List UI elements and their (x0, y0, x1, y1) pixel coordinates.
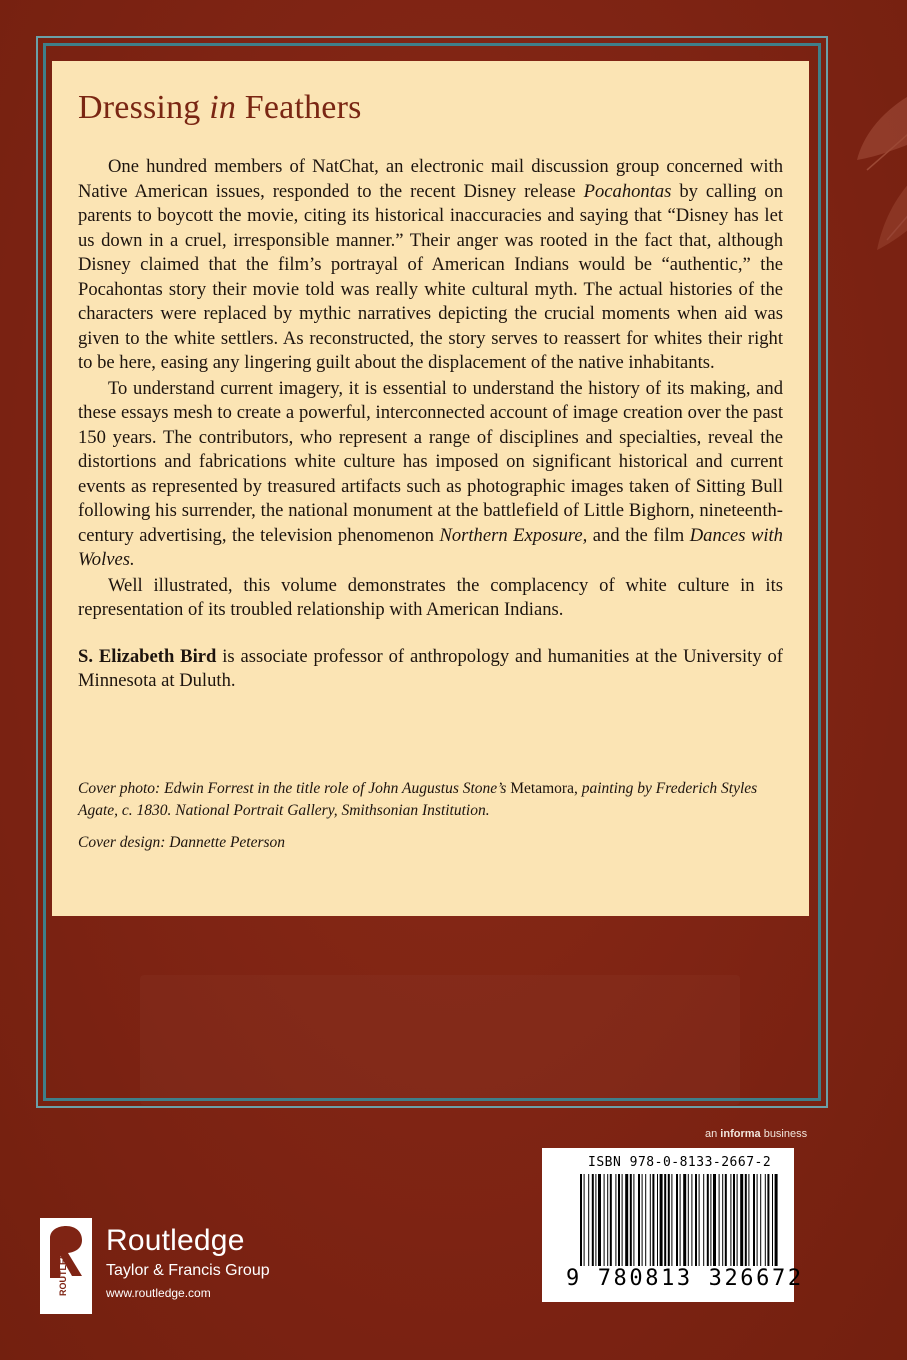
informa-post: business (760, 1128, 808, 1140)
barcode-bar (592, 1174, 594, 1266)
title-part3: Feathers (236, 89, 362, 126)
publisher-url: www.routledge.com (106, 1286, 211, 1300)
barcode-bar (618, 1174, 620, 1266)
barcode-bar (671, 1174, 672, 1266)
barcode-bar (584, 1174, 585, 1266)
photo-credit-work: Metamora, (510, 779, 578, 797)
barcode-bar (650, 1174, 651, 1266)
barcode-bar (691, 1174, 692, 1266)
barcode-bar (699, 1174, 700, 1266)
informa-pre: an (705, 1128, 721, 1140)
photo-credit (78, 778, 783, 822)
logo-text: ROUTLEDGE (58, 1239, 68, 1296)
barcode-bar (733, 1174, 735, 1266)
blurb-paragraph-2 (78, 377, 783, 573)
barcode-bar (695, 1174, 697, 1266)
barcode-bar (713, 1174, 716, 1266)
barcode-bar (753, 1174, 755, 1266)
p2-film-title: Dances with Wolves. (78, 524, 783, 570)
barcode-bar (610, 1174, 612, 1266)
blurb-panel (52, 61, 809, 916)
barcode-bar (748, 1174, 749, 1266)
blurb-paragraph-1 (78, 155, 783, 376)
barcode-bar (710, 1174, 711, 1266)
barcode-bar (772, 1174, 773, 1266)
p1-film-title: Pocahontas (583, 180, 672, 202)
barcode-bar (588, 1174, 589, 1266)
barcode-bar (642, 1174, 643, 1266)
title-part2: in (209, 89, 237, 126)
photo-credit-a: Cover photo: Edwin Forrest in the title role of John Augustus Stone’s (78, 779, 511, 797)
barcode-bar (740, 1174, 743, 1266)
barcode-bar (676, 1174, 678, 1266)
publisher-name: Routledge (106, 1224, 245, 1257)
barcode-bar (652, 1174, 654, 1266)
barcode-bar (595, 1174, 596, 1266)
barcode-bar (765, 1174, 766, 1266)
barcode-bar (757, 1174, 758, 1266)
barcode-bar (719, 1174, 720, 1266)
barcode-bar (660, 1174, 663, 1266)
p2-show-title: Northern Exposure, (439, 524, 588, 546)
barcode-bar (745, 1174, 747, 1266)
publisher-group: Taylor & Francis Group (106, 1262, 270, 1279)
p1-text-c: by calling on parents to boycott the movie, citing its historical inaccuracies and saying that “Disney has let us down in a cruel, irresponsible manner.” Their anger was rooted in the fact that, although Disney claimed that the film’s portrayal of American Indians would be “authentic,” the Pocahontas story their movie told was really white cultural myth. The actual histories of the characters were replaced by mythic narratives depicting the crucial moments when aid was given to the white settlers. As reconstructed, the story serves to reassert for whites their right to be here, easing any lingering guilt about the displacement of the native inhabitants. (78, 180, 783, 373)
barcode-bar (633, 1174, 634, 1266)
cover-credits (78, 778, 783, 854)
barcode-bar (580, 1174, 582, 1266)
isbn-barcode (542, 1148, 804, 1302)
p2-text-a: To understand current imagery, it is essential to understand the history of its making, and these essays mesh to create a powerful, interconnected account of image creation over the past 150 years. The contributors, who represent a range of disciplines and specialties, reveal the distortions and fabrications white culture has imposed on significant historical and current events as represented by treasured artifacts such as photographic images taken of Sitting Bull following his surrender, the national monument at the battlefield of Little Bighorn, nineteenth-century advertising, the television phenomenon (78, 377, 783, 546)
barcode-bar (668, 1174, 670, 1266)
informa-tagline (705, 1128, 807, 1140)
barcode-bar (703, 1174, 704, 1266)
barcode-bar (638, 1174, 640, 1266)
blurb-body (78, 155, 783, 623)
barcode-bar (683, 1174, 686, 1266)
barcode-bar (622, 1174, 623, 1266)
barcode-bar (615, 1174, 616, 1266)
author-bio-text: is associate professor of anthropology and humanities at the University of Minnesota at Duluth. (78, 645, 783, 691)
barcode-bar (680, 1174, 681, 1266)
barcode-bar (645, 1174, 646, 1266)
routledge-logo-icon (40, 1218, 92, 1314)
author-name: S. Elizabeth Bird (78, 645, 217, 667)
barcode-bar (607, 1174, 608, 1266)
author-bio (78, 645, 783, 694)
barcode-bar (722, 1174, 723, 1266)
barcode-bar (630, 1174, 632, 1266)
design-credit: Cover design: Dannette Peterson (78, 833, 286, 851)
barcode-bar (775, 1174, 778, 1266)
isbn-label: ISBN 978-0-8133-2667-2 (588, 1155, 772, 1170)
barcode-bar (730, 1174, 731, 1266)
barcode-bar (664, 1174, 666, 1266)
barcode-bar (657, 1174, 658, 1266)
blurb-paragraph-3: Well illustrated, this volume demonstrates the complacency of white culture in its representation of its troubled relationship with American Indians. (78, 574, 783, 620)
barcode-bar (604, 1174, 605, 1266)
barcode-bars (580, 1174, 778, 1278)
barcode-bar (737, 1174, 738, 1266)
barcode-bar (760, 1174, 761, 1266)
informa-bold: informa (720, 1128, 761, 1140)
barcode-bar (707, 1174, 709, 1266)
barcode-bar (598, 1174, 601, 1266)
barcode-bar (625, 1174, 628, 1266)
photo-credit-c: painting by Frederich Styles Agate, c. 1830. National Portrait Gallery, Smithsonian Institution. (78, 779, 758, 819)
barcode-bar (767, 1174, 769, 1266)
barcode-bar (725, 1174, 727, 1266)
title-part1: Dressing (78, 89, 210, 126)
p1-text-a: One hundred members of NatChat, an electronic mail discussion group concerned with Native American issues, responded to the recent Disney release (78, 156, 783, 202)
barcode-bar (688, 1174, 689, 1266)
barcode-digits: 9 780813 326672 (566, 1266, 804, 1291)
book-title (78, 89, 783, 127)
p2-text-c: and the film (587, 524, 690, 546)
